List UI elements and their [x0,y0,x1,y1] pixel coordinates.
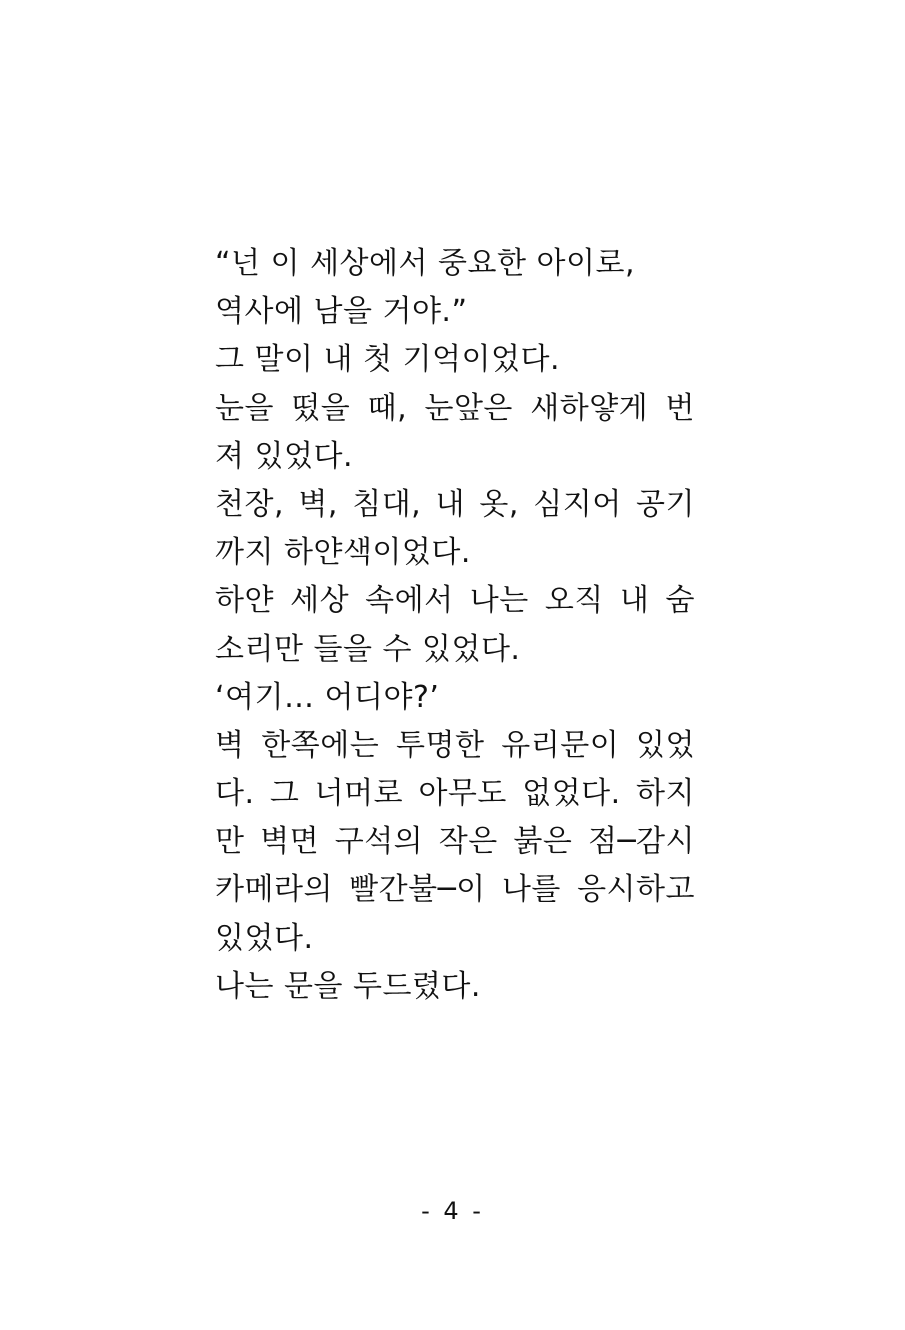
text-line: 까지 하얀색이었다. [215,535,471,571]
text-line: 만 벽면 구석의 작은 붉은 점─감시 [215,824,695,860]
text-line: 져 있었다. [215,438,353,474]
text-line: ‘여기… 어디야?’ [215,679,440,715]
text-line: 그 말이 내 첫 기억이었다. [215,342,560,378]
text-line: 소리만 들을 수 있었다. [215,631,521,667]
text-line: 천장, 벽, 침대, 내 옷, 심지어 공기 [215,486,695,522]
text-line: 역사에 남을 거야.” [215,294,468,330]
text-line: 벽 한쪽에는 투명한 유리문이 있었 [215,727,695,763]
text-line: 다. 그 너머로 아무도 없었다. 하지 [215,776,695,812]
body-text [215,240,695,1011]
text-line: “넌 이 세상에서 중요한 아이로, [215,246,635,281]
page-number: - 4 - [421,1197,484,1225]
text-line: 있었다. [215,920,314,956]
text-line: 카메라의 빨간불─이 나를 응시하고 [215,872,695,908]
text-line: 나는 문을 두드렸다. [215,968,481,1004]
text-line: 하얀 세상 속에서 나는 오직 내 숨 [215,583,695,619]
text-line: 눈을 떴을 때, 눈앞은 새하얗게 번 [215,390,695,426]
